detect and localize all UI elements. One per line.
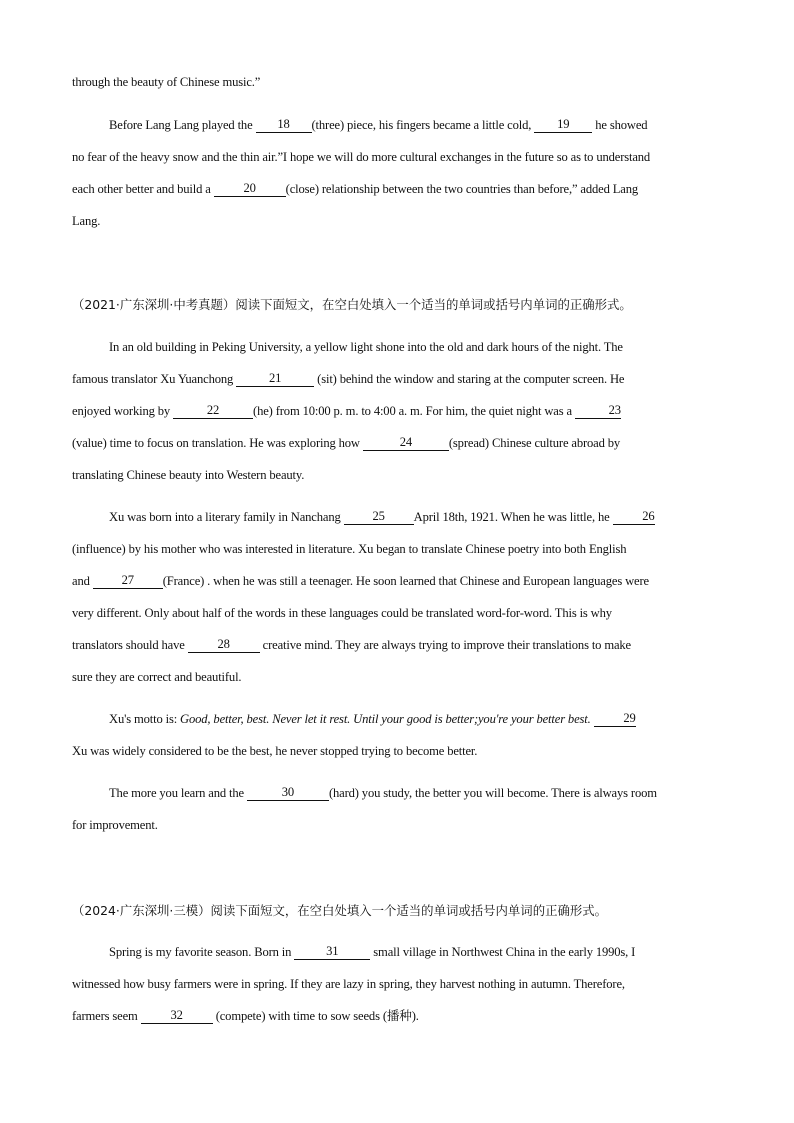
motto-text: Good, better, best. Never let it rest. Until your good is better;you're your better best. bbox=[180, 712, 591, 726]
text-line: (influence) by his mother who was interested in literature. Xu began to translate Chinese poetry into both English bbox=[72, 542, 627, 556]
blank-26[interactable]: 26 bbox=[613, 510, 655, 525]
text-line: In an old building in Peking University, a yellow light shone into the old and dark hours of the night. The bbox=[109, 340, 623, 354]
text-line: The more you learn and the 30 (hard) you study, the better you will become. There is always room bbox=[109, 785, 657, 800]
blank-21[interactable]: 21 bbox=[236, 372, 314, 387]
text-line: Spring is my favorite season. Born in 31 small village in Northwest China in the early 1990s, I bbox=[109, 944, 636, 959]
text-line: very different. Only about half of the words in these languages could be translated word-for-word. This is why bbox=[72, 606, 612, 620]
paragraph-xu-born bbox=[72, 501, 722, 693]
paragraph-more-you-learn bbox=[72, 777, 722, 841]
text-line: through the beauty of Chinese music.” bbox=[72, 75, 261, 89]
text-line: no fear of the heavy snow and the thin air.”I hope we will do more cultural exchanges in the future so as to understand bbox=[72, 150, 651, 164]
text-line: for improvement. bbox=[72, 818, 158, 832]
blank-28[interactable]: 28 bbox=[188, 638, 260, 653]
text-line: sure they are correct and beautiful. bbox=[72, 670, 242, 684]
paragraph-spring bbox=[72, 936, 722, 1032]
paragraph-lang-lang bbox=[72, 109, 722, 237]
text-line: and 27 (France) . when he was still a teenager. He soon learned that Chinese and European languages were bbox=[72, 573, 649, 588]
text-line: Xu was born into a literary family in Nanchang 25 April 18th, 1921. When he was little, he 26 bbox=[109, 509, 655, 524]
text-line: Before Lang Lang played the 18 (three) piece, his fingers became a little cold, 19 he showed bbox=[109, 117, 648, 132]
text-line: each other better and build a 20 (close) relationship between the two countries than before,” added Lang bbox=[72, 181, 639, 196]
text-line: (value) time to focus on translation. He was exploring how 24 (spread) Chinese culture abroad by bbox=[72, 435, 621, 450]
text-line: Lang. bbox=[72, 214, 101, 228]
blank-32[interactable]: 32 bbox=[141, 1009, 213, 1024]
blank-18[interactable]: 18 bbox=[256, 118, 312, 133]
section-heading-2021: （2021·广东深圳·中考真题）阅读下面短文，在空白处填入一个适当的单词或括号内单词的正确形式。 bbox=[72, 297, 632, 312]
text-line: Xu's motto is: Good, better, best. Never let it rest. Until your good is better;you're your better best. 29 bbox=[109, 711, 636, 726]
paragraph-motto bbox=[72, 703, 722, 767]
blank-27[interactable]: 27 bbox=[93, 574, 163, 589]
blank-22[interactable]: 22 bbox=[173, 404, 253, 419]
text-line: enjoyed working by 22 (he) from 10:00 p. m. to 4:00 a. m. For him, the quiet night was a 23 bbox=[72, 403, 621, 418]
blank-24[interactable]: 24 bbox=[363, 436, 449, 451]
text-line: witnessed how busy farmers were in spring. If they are lazy in spring, they harvest nothing in autumn. Therefore, bbox=[72, 977, 625, 991]
paragraph-xu-yuanchong bbox=[72, 331, 722, 491]
text-line: translators should have 28 creative mind. They are always trying to improve their translations to make bbox=[72, 637, 631, 652]
blank-23[interactable]: 23 bbox=[575, 404, 621, 419]
blank-30[interactable]: 30 bbox=[247, 786, 329, 801]
blank-19[interactable]: 19 bbox=[534, 118, 592, 133]
section-heading-2024: （2024·广东深圳·三模）阅读下面短文，在空白处填入一个适当的单词或括号内单词的正确形式。 bbox=[72, 903, 608, 918]
blank-20[interactable]: 20 bbox=[214, 182, 286, 197]
text-line: translating Chinese beauty into Western beauty. bbox=[72, 468, 305, 482]
text-line: farmers seem 32 (compete) with time to sow seeds (播种). bbox=[72, 1008, 419, 1023]
blank-31[interactable]: 31 bbox=[294, 945, 370, 960]
blank-29[interactable]: 29 bbox=[594, 712, 636, 727]
paragraph-continuation bbox=[72, 66, 722, 98]
text-line: Xu was widely considered to be the best, he never stopped trying to become better. bbox=[72, 744, 478, 758]
text-line: famous translator Xu Yuanchong 21 (sit) behind the window and staring at the computer screen. He bbox=[72, 371, 625, 386]
blank-25[interactable]: 25 bbox=[344, 510, 414, 525]
